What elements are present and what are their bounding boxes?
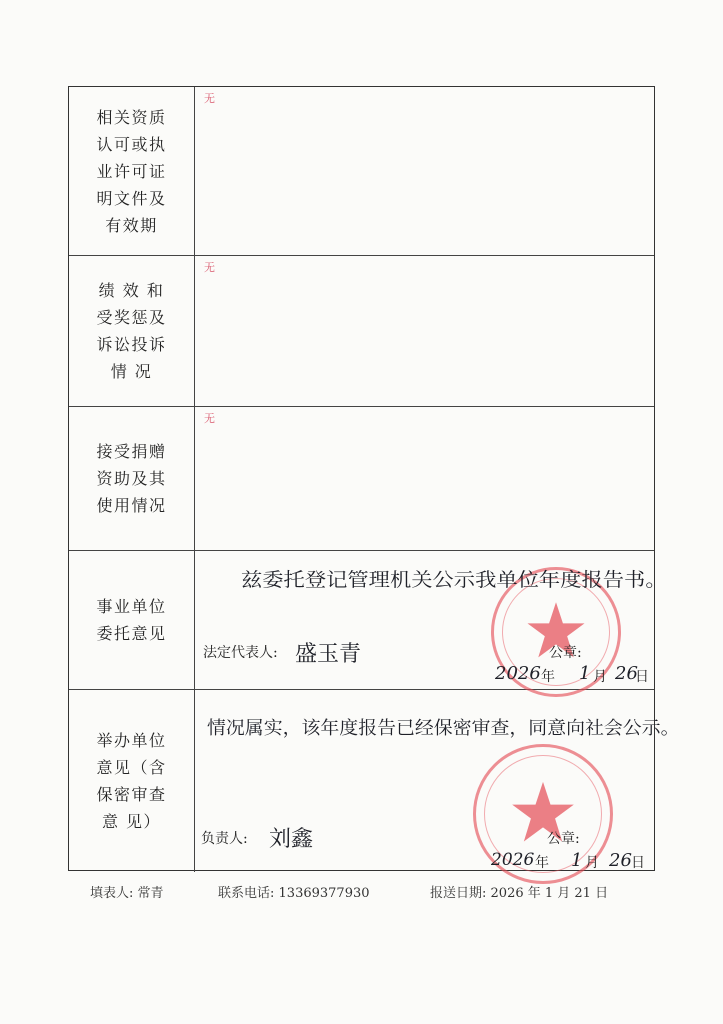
row-label-performance: 绩 效 和 受奖惩及 诉讼投诉 情 况 bbox=[96, 281, 167, 381]
entrust-date-year-unit: 年 bbox=[541, 669, 555, 685]
legal-rep-signature: 盛玉青 bbox=[295, 642, 362, 667]
entrust-statement: 兹委托登记管理机关公示我单位年度报告书。 bbox=[241, 569, 667, 591]
sponsor-date-day: 26 bbox=[609, 850, 632, 871]
entrust-date-day-unit: 日 bbox=[635, 669, 649, 685]
donations-cell bbox=[195, 407, 654, 550]
row-performance bbox=[69, 256, 654, 407]
performance-value: 无 bbox=[204, 261, 215, 274]
entrust-date-year: 2026 bbox=[495, 663, 541, 684]
row-donations bbox=[69, 407, 654, 551]
filler-label: 填表人: bbox=[90, 886, 134, 901]
performance-cell bbox=[195, 256, 654, 406]
responsible-person-signature: 刘鑫 bbox=[269, 827, 314, 852]
phone-number: 13369377930 bbox=[278, 886, 370, 901]
sponsor-seal-label: 公章: bbox=[547, 831, 580, 847]
phone-label: 联系电话: bbox=[218, 886, 275, 901]
donations-value: 无 bbox=[204, 412, 215, 425]
sponsor-date-month: 1 bbox=[571, 850, 583, 871]
sponsor-statement: 情况属实，该年度报告已经保密审查，同意向社会公示。 bbox=[207, 718, 680, 739]
sponsor-cell bbox=[195, 690, 680, 872]
responsible-person-label: 负责人: bbox=[201, 831, 248, 847]
qualification-value: 无 bbox=[204, 92, 215, 105]
row-qualification bbox=[69, 87, 654, 256]
phone-info bbox=[218, 882, 370, 901]
entrust-date-month-unit: 月 bbox=[593, 669, 607, 685]
report-form-table bbox=[68, 86, 680, 871]
entrust-seal-label: 公章: bbox=[549, 645, 582, 661]
filler-info bbox=[90, 882, 164, 901]
sponsor-date-year: 2026 bbox=[491, 850, 535, 870]
entrust-cell bbox=[195, 551, 667, 689]
sponsor-date-day-unit: 日 bbox=[631, 855, 645, 871]
row-sponsor-opinion bbox=[69, 690, 680, 872]
submit-date-label: 报送日期: bbox=[430, 886, 487, 901]
row-label-sponsor: 举办单位 意见（含 保密审查 意 见） bbox=[96, 731, 167, 831]
row-label-qualification: 相关资质 认可或执 业许可证 明文件及 有效期 bbox=[96, 107, 167, 235]
entrust-date-day: 26 bbox=[615, 663, 638, 684]
sponsor-date-year-unit: 年 bbox=[535, 855, 549, 871]
submit-date: 2026 年 1 月 21 日 bbox=[490, 886, 609, 901]
filler-name: 常青 bbox=[137, 886, 164, 901]
sponsor-date-month-unit: 月 bbox=[585, 855, 599, 871]
submit-date-info bbox=[430, 882, 608, 901]
row-label-donations: 接受捐赠 资助及其 使用情况 bbox=[96, 442, 167, 515]
legal-rep-label: 法定代表人: bbox=[203, 645, 278, 661]
row-label-entrust: 事业单位 委托意见 bbox=[96, 597, 167, 643]
entrust-date-month: 1 bbox=[579, 663, 591, 684]
row-entrust-opinion bbox=[69, 551, 667, 690]
qualification-cell bbox=[195, 87, 654, 255]
